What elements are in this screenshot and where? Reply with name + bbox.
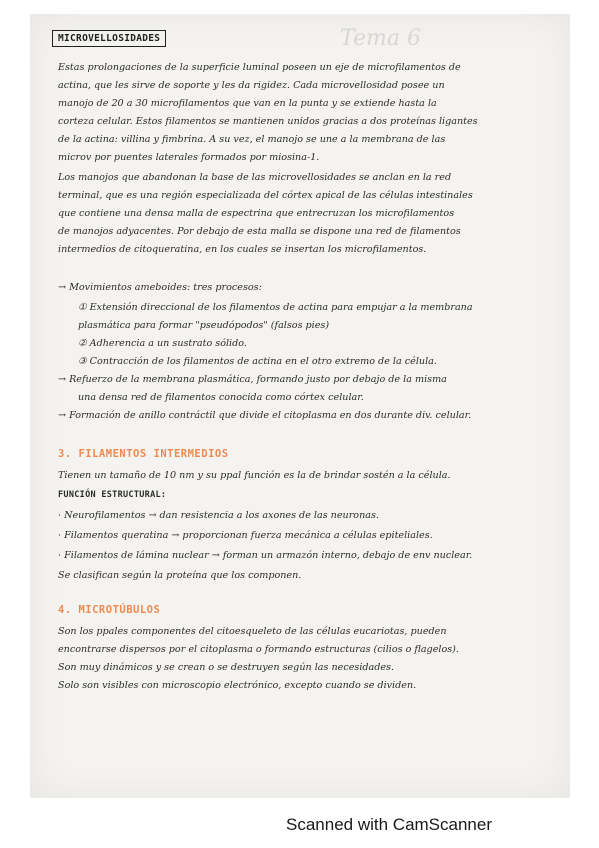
list-item: · Neurofilamentos → dan resistencia a los axones de las neuronas. [58,510,379,521]
text-line: Tienen un tamaño de 10 nm y su ppal función es la de brindar sostén a la célula. [58,470,451,481]
section3-heading: 3. FILAMENTOS INTERMEDIOS [58,448,229,460]
text-line: corteza celular. Estos filamentos se mantienen unidos gracias a dos proteínas ligantes [58,116,478,127]
text-line: terminal, que es una región especializada del córtex apical de las células intestinales [58,190,473,201]
movement-item: ② Adherencia a un sustrato sólido. [78,338,247,349]
text-line: Los manojos que abandonan la base de las microvellosidades se anclan en la red [58,172,452,183]
text-line: Estas prolongaciones de la superficie luminal poseen un eje de microfilamentos de [58,62,461,73]
movement-item: plasmática para formar "pseudópodos" (falsos pies) [78,320,330,331]
refuerzo-line: → Refuerzo de la membrana plasmática, formando justo por debajo de la misma [58,374,447,385]
movement-intro: → Movimientos ameboides: tres procesos: [58,282,262,293]
refuerzo-line-2: una densa red de filamentos conocida como córtex celular. [78,392,364,403]
text-line: encontrarse dispersos por el citoplasma o formando estructuras (cilios o flagelos). [58,644,459,655]
bleed-through-title: Tema 6 [340,26,421,51]
text-line: Son los ppales componentes del citoesqueleto de las células eucariotas, pueden [58,626,447,637]
list-item: · Filamentos queratina → proporcionan fuerza mecánica a células epiteliales. [58,530,433,541]
text-line: manojo de 20 a 30 microfilamentos que van en la punta y se extiende hasta la [58,98,437,109]
text-line: intermedios de citoqueratina, en los cuales se insertan los microfilamentos. [58,244,427,255]
text-line: de la actina: villina y fimbrina. A su vez, el manojo se une a la membrana de las [58,134,446,145]
text-line: actina, que les sirve de soporte y les da rigidez. Cada microvellosidad posee un [58,80,445,91]
movement-item: ③ Contracción de los filamentos de actina en el otro extremo de la célula. [78,356,437,367]
section4-heading: 4. MICROTÚBULOS [58,604,161,616]
scanner-watermark: Scanned with CamScanner [286,815,493,834]
section-title: MICROVELLOSIDADES [52,30,166,47]
anillo-line: → Formación de anillo contráctil que divide el citoplasma en dos durante div. celular. [58,410,472,421]
text-line: que contiene una densa malla de espectrina que entrecruzan los microfilamentos [58,208,455,219]
list-item: · Filamentos de lámina nuclear → forman un armazón interno, debajo de env nuclear. [58,550,473,561]
text-line: microv por puentes laterales formados por miosina-1. [58,152,320,163]
text-line: Se clasifican según la proteína que los componen. [58,570,302,581]
movement-item: ① Extensión direccional de los filamentos de actina para empujar a la membrana [78,302,473,313]
text-line: Solo son visibles con microscopio electrónico, excepto cuando se dividen. [58,680,417,691]
section3-subheading: FUNCIÓN ESTRUCTURAL: [58,490,167,500]
text-line: de manojos adyacentes. Por debajo de esta malla se dispone una red de filamentos [58,226,461,237]
text-line: Son muy dinámicos y se crean o se destruyen según las necesidades. [58,662,395,673]
scanned-page [30,14,570,798]
